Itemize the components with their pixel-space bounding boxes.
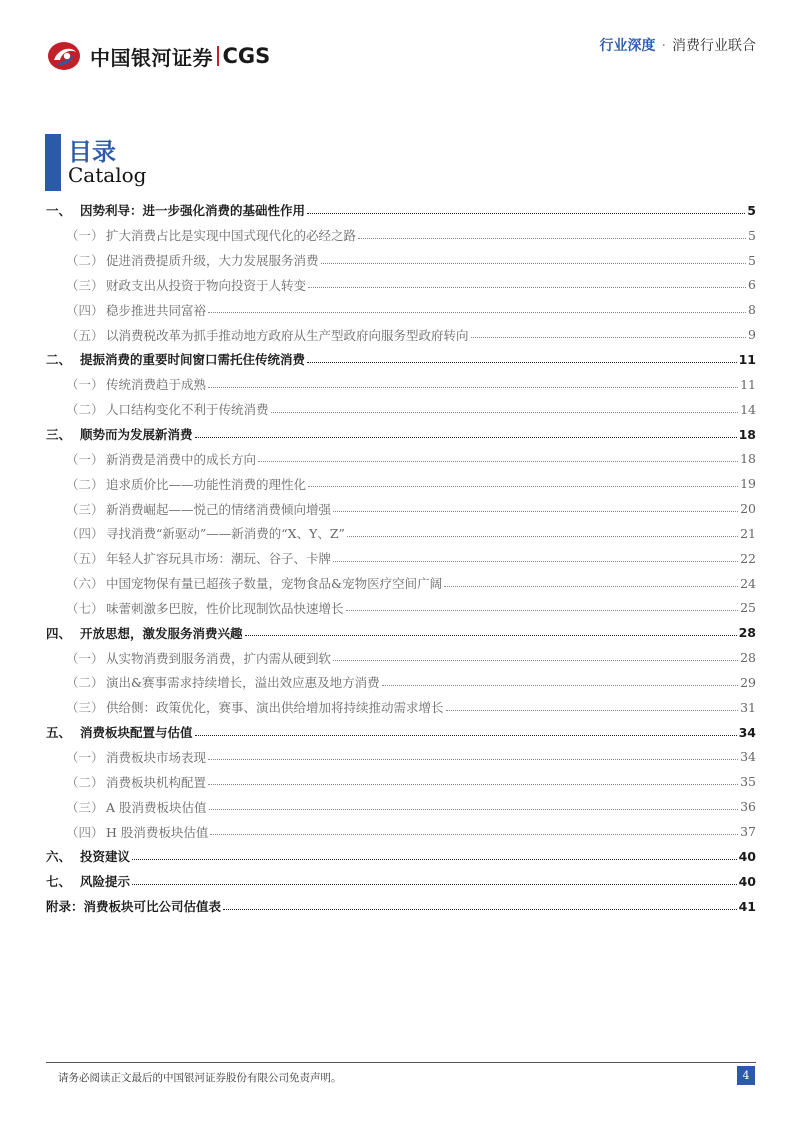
- toc-entry-label: 财政支出从投资于物向投资于人转变: [106, 277, 307, 293]
- toc-subsection-entry[interactable]: [46, 745, 756, 770]
- toc-entry-number: （二）: [66, 402, 104, 418]
- toc-entry-number: （五）: [66, 327, 104, 343]
- brand-logo[interactable]: [46, 40, 270, 72]
- toc-entry-label: 中国宠物保有量已超孩子数量，宠物食品&宠物医疗空间广阔: [106, 576, 443, 592]
- page-header: [0, 0, 794, 80]
- toc-title: 目录: [68, 138, 116, 166]
- toc-dot-leader: [208, 784, 738, 785]
- toc-entry-number: （三）: [66, 501, 104, 517]
- toc-subsection-entry[interactable]: [46, 248, 756, 273]
- toc-dot-leader: [195, 437, 737, 438]
- toc-entry-label: 促进消费提质升级，大力发展服务消费: [106, 253, 319, 269]
- toc-entry-number: （三）: [66, 277, 104, 293]
- toc-entry-label: 寻找消费“新驱动”——新消费的“X、Y、Z”: [106, 526, 345, 542]
- toc-dot-leader: [307, 213, 745, 214]
- toc-subsection-entry[interactable]: [46, 571, 756, 596]
- toc-section-entry[interactable]: [46, 198, 756, 223]
- toc-dot-leader: [358, 238, 746, 239]
- toc-entry-number: （二）: [66, 675, 104, 691]
- toc-dot-leader: [308, 486, 738, 487]
- toc-entry-page: 40: [738, 848, 756, 864]
- toc-subsection-entry[interactable]: [46, 273, 756, 298]
- toc-entry-number: （二）: [66, 774, 104, 790]
- toc-dot-leader: [208, 312, 746, 313]
- toc-entry-number: 五、: [46, 725, 72, 741]
- toc-entry-label: 新消费是消费中的成长方向: [106, 451, 257, 467]
- toc-dot-leader: [223, 909, 737, 910]
- toc-section-entry[interactable]: [46, 422, 756, 447]
- toc-entry-label: 消费板块机构配置: [106, 774, 207, 790]
- toc-entry-number: （四）: [66, 824, 104, 840]
- toc-subsection-entry[interactable]: [46, 322, 756, 347]
- toc-entry-number: （六）: [66, 576, 104, 592]
- toc-dot-leader: [333, 561, 738, 562]
- toc-entry-number: （三）: [66, 799, 104, 815]
- toc-entry-label: 传统消费趋于成熟: [106, 377, 207, 393]
- toc-entry-number: （四）: [66, 526, 104, 542]
- toc-entry-label: 扩大消费占比是实现中国式现代化的必经之路: [106, 228, 357, 244]
- toc-subsection-entry[interactable]: [46, 819, 756, 844]
- page-number: 4: [737, 1066, 755, 1085]
- toc-entry-page: 35: [740, 774, 756, 790]
- footer-disclaimer: 请务必阅读正文最后的中国银河证券股份有限公司免责声明。: [58, 1072, 342, 1084]
- toc-entry-label: 新消费崛起——悦己的情绪消费倾向增强: [106, 501, 332, 517]
- header-report-info: [600, 35, 756, 55]
- footer-divider: [46, 1062, 756, 1063]
- toc-entry-label: 消费板块市场表现: [106, 749, 207, 765]
- toc-entry-number: （一）: [66, 451, 104, 467]
- toc-entry-number: 二、: [46, 352, 72, 368]
- toc-entry-page: 25: [740, 600, 756, 616]
- toc-subsection-entry[interactable]: [46, 446, 756, 471]
- toc-entry-label: 人口结构变化不利于传统消费: [106, 402, 269, 418]
- toc-section-entry[interactable]: [46, 869, 756, 894]
- toc-entry-page: 5: [748, 227, 756, 243]
- toc-entry-page: 14: [740, 401, 756, 417]
- toc-section-entry[interactable]: [46, 894, 756, 919]
- toc-subsection-entry[interactable]: [46, 496, 756, 521]
- report-sector: 消费行业联合: [672, 38, 756, 54]
- toc-entry-page: 31: [740, 699, 756, 715]
- toc-entry-page: 5: [748, 252, 756, 268]
- toc-section-entry[interactable]: [46, 347, 756, 372]
- brand-name: 中国银河证券: [90, 45, 213, 70]
- toc-entry-page: 22: [740, 550, 756, 566]
- toc-entry-label: 从实物消费到服务消费，扩内需从硬到软: [106, 650, 332, 666]
- logo-divider: [217, 46, 219, 66]
- toc-entry-page: 5: [747, 202, 756, 218]
- toc-entry-number: （一）: [66, 749, 104, 765]
- toc-dot-leader: [321, 263, 747, 264]
- toc-entry-page: 36: [740, 799, 756, 815]
- toc-entry-number: 三、: [46, 427, 72, 443]
- toc-dot-leader: [210, 834, 738, 835]
- toc-entry-label: 提振消费的重要时间窗口需托住传统消费: [80, 352, 306, 368]
- toc-entry-number: 七、: [46, 874, 72, 890]
- header-separator: ·: [661, 38, 666, 54]
- report-type: 行业深度: [599, 38, 656, 54]
- toc-entry-label: 消费板块配置与估值: [80, 725, 193, 741]
- toc-dot-leader: [271, 412, 739, 413]
- toc-entry-page: 11: [740, 376, 756, 392]
- toc-entry-page: 41: [738, 898, 756, 914]
- toc-entry-page: 8: [748, 302, 756, 318]
- toc-section-entry[interactable]: [46, 720, 756, 745]
- toc-dot-leader: [347, 536, 738, 537]
- toc-entry-page: 24: [740, 575, 756, 591]
- toc-entry-number: 四、: [46, 625, 72, 641]
- toc-subsection-entry[interactable]: [46, 297, 756, 322]
- toc-dot-leader: [132, 859, 737, 860]
- toc-entry-label: 因势利导：进一步强化消费的基础性作用: [80, 203, 306, 219]
- toc-entry-number: 一、: [46, 203, 72, 219]
- toc-dot-leader: [258, 461, 738, 462]
- toc-entry-page: 28: [738, 625, 756, 641]
- toc-entry-number: （三）: [66, 700, 104, 716]
- toc-entry-number: （一）: [66, 377, 104, 393]
- toc-entry-label: 以消费税改革为抓手推动地方政府从生产型政府向服务型政府转向: [106, 327, 469, 343]
- toc-entry-page: 34: [738, 724, 756, 740]
- toc-subsection-entry[interactable]: [46, 645, 756, 670]
- toc-dot-leader: [208, 759, 738, 760]
- toc-entry-label: 附录：消费板块可比公司估值表: [46, 899, 222, 915]
- toc-dot-leader: [444, 586, 738, 587]
- toc-section-entry[interactable]: [46, 844, 756, 869]
- toc-entry-page: 18: [740, 451, 756, 467]
- toc-entry-number: （二）: [66, 476, 104, 492]
- toc-entry-label: 投资建议: [80, 849, 131, 865]
- toc-subsection-entry[interactable]: [46, 596, 756, 621]
- toc-entry-number: （一）: [66, 650, 104, 666]
- toc-entry-label: 风险提示: [80, 874, 131, 890]
- toc-entry-label: 稳步推进共同富裕: [106, 302, 207, 318]
- toc-entry-page: 34: [740, 749, 756, 765]
- toc-dot-leader: [245, 635, 737, 636]
- toc-entry-number: （四）: [66, 302, 104, 318]
- toc-entry-page: 37: [740, 824, 756, 840]
- toc-subsection-entry[interactable]: [46, 521, 756, 546]
- toc-dot-leader: [346, 610, 739, 611]
- toc-subsection-entry[interactable]: [46, 372, 756, 397]
- toc-entry-number: （七）: [66, 600, 104, 616]
- toc-subsection-entry[interactable]: [46, 794, 756, 819]
- toc-entry-page: 9: [748, 327, 756, 343]
- toc-entry-number: （一）: [66, 228, 104, 244]
- toc-entry-label: 开放思想，激发服务消费兴趣: [80, 625, 243, 641]
- toc-dot-leader: [333, 511, 738, 512]
- toc-dot-leader: [471, 337, 747, 338]
- toc-dot-leader: [446, 710, 739, 711]
- toc-dot-leader: [307, 362, 737, 363]
- toc-accent-bar: [45, 134, 61, 191]
- toc-entry-number: （二）: [66, 253, 104, 269]
- toc-subtitle: Catalog: [68, 163, 147, 187]
- toc-dot-leader: [308, 287, 746, 288]
- toc-entry-number: （五）: [66, 551, 104, 567]
- toc-entry-page: 29: [740, 674, 756, 690]
- toc-subsection-entry[interactable]: [46, 471, 756, 496]
- toc-entry-label: 顺势而为发展新消费: [80, 427, 193, 443]
- toc-entry-label: A 股消费板块估值: [106, 799, 207, 815]
- toc-entry-page: 20: [740, 501, 756, 517]
- toc-dot-leader: [195, 735, 737, 736]
- brand-code: CGS: [222, 44, 271, 68]
- toc-entry-number: 六、: [46, 849, 72, 865]
- toc-subsection-entry[interactable]: [46, 695, 756, 720]
- toc-entry-label: 追求质价比——功能性消费的理性化: [106, 476, 307, 492]
- toc-dot-leader: [132, 884, 737, 885]
- toc-entry-page: 18: [738, 426, 756, 442]
- toc-entry-label: 演出&赛事需求持续增长，溢出效应惠及地方消费: [106, 675, 380, 691]
- galaxy-swirl-icon: [46, 40, 82, 72]
- toc-section-entry[interactable]: [46, 620, 756, 645]
- toc-entry-page: 19: [740, 476, 756, 492]
- toc-entry-page: 40: [738, 873, 756, 889]
- toc-entry-label: H 股消费板块估值: [106, 824, 209, 840]
- toc-subsection-entry[interactable]: [46, 223, 756, 248]
- toc-entry-page: 6: [748, 277, 756, 293]
- table-of-contents: [46, 198, 756, 918]
- toc-entry-page: 21: [740, 525, 756, 541]
- toc-subsection-entry[interactable]: [46, 769, 756, 794]
- toc-subsection-entry[interactable]: [46, 670, 756, 695]
- toc-dot-leader: [209, 809, 739, 810]
- toc-entry-page: 28: [740, 650, 756, 666]
- toc-subsection-entry[interactable]: [46, 397, 756, 422]
- toc-dot-leader: [333, 660, 738, 661]
- toc-subsection-entry[interactable]: [46, 546, 756, 571]
- toc-entry-label: 味蕾刺激多巴胺，性价比现制饮品快速增长: [106, 600, 344, 616]
- toc-dot-leader: [208, 387, 738, 388]
- toc-entry-page: 11: [738, 351, 756, 367]
- toc-dot-leader: [382, 685, 738, 686]
- toc-entry-label: 年轻人扩容玩具市场：潮玩、谷子、卡牌: [106, 551, 332, 567]
- toc-entry-label: 供给侧：政策优化，赛事、演出供给增加将持续推动需求增长: [106, 700, 444, 716]
